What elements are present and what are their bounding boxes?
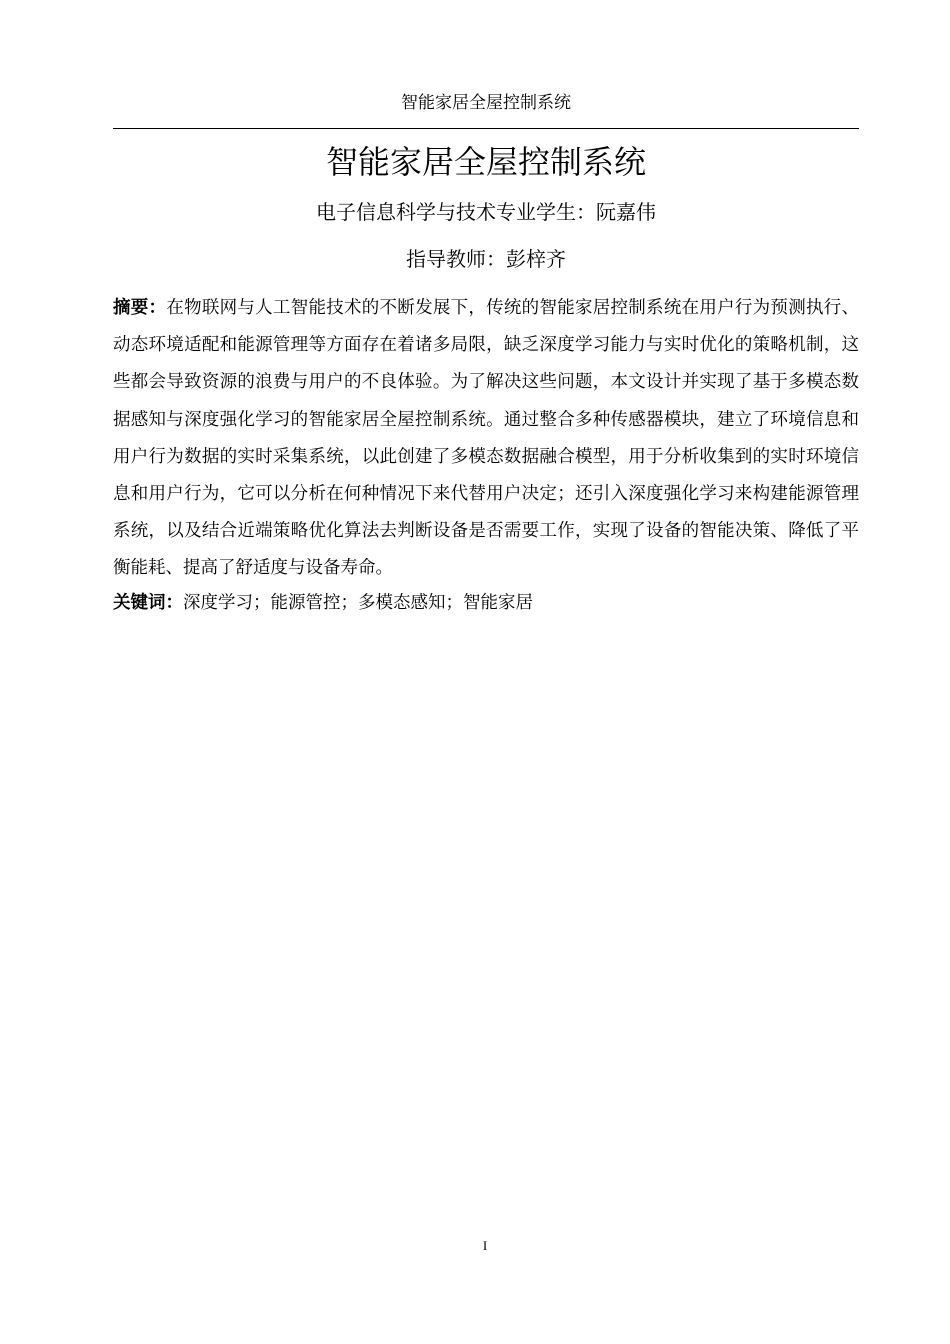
abstract-text: 在物联网与人工智能技术的不断发展下，传统的智能家居控制系统在用户行为预测执行、动态环境适配和能源管理等方面存在着诸多局限，缺乏深度学习能力与实时优化的策略机制，这些都会导致资源的浪费与用户的不良体验。为了解决这些问题，本文设计并实现了基于多模态数据感知与深度强化学习的智能家居全屋控制系统。通过整合多种传感器模块，建立了环境信息和用户行为数据的实时采集系统，以此创建了多模态数据融合模型，用于分析收集到的实时环境信息和用户行为，它可以分析在何种情况下来代替用户决定；还引入深度强化学习来构建能源管理系统，以及结合近端策略优化算法去判断设备是否需要工作，实现了设备的智能决策、降低了平衡能耗、提高了舒适度与设备寿命。 [113,298,860,579]
running-header: 智能家居全屋控制系统 [401,93,571,113]
document-title: 智能家居全屋控制系统 [325,143,646,181]
abstract-paragraph [113,290,859,588]
page-number: I [482,1238,488,1253]
header-rule [113,128,859,129]
keywords-label: 关键词： [113,593,183,613]
author-line: 电子信息科学与技术专业学生：阮嘉伟 [316,200,656,224]
keywords-line [113,588,859,618]
keywords-text: 深度学习；能源管控；多模态感知；智能家居 [183,593,533,613]
advisor-line: 指导教师：彭梓齐 [406,247,566,271]
abstract-label: 摘要： [113,298,167,318]
